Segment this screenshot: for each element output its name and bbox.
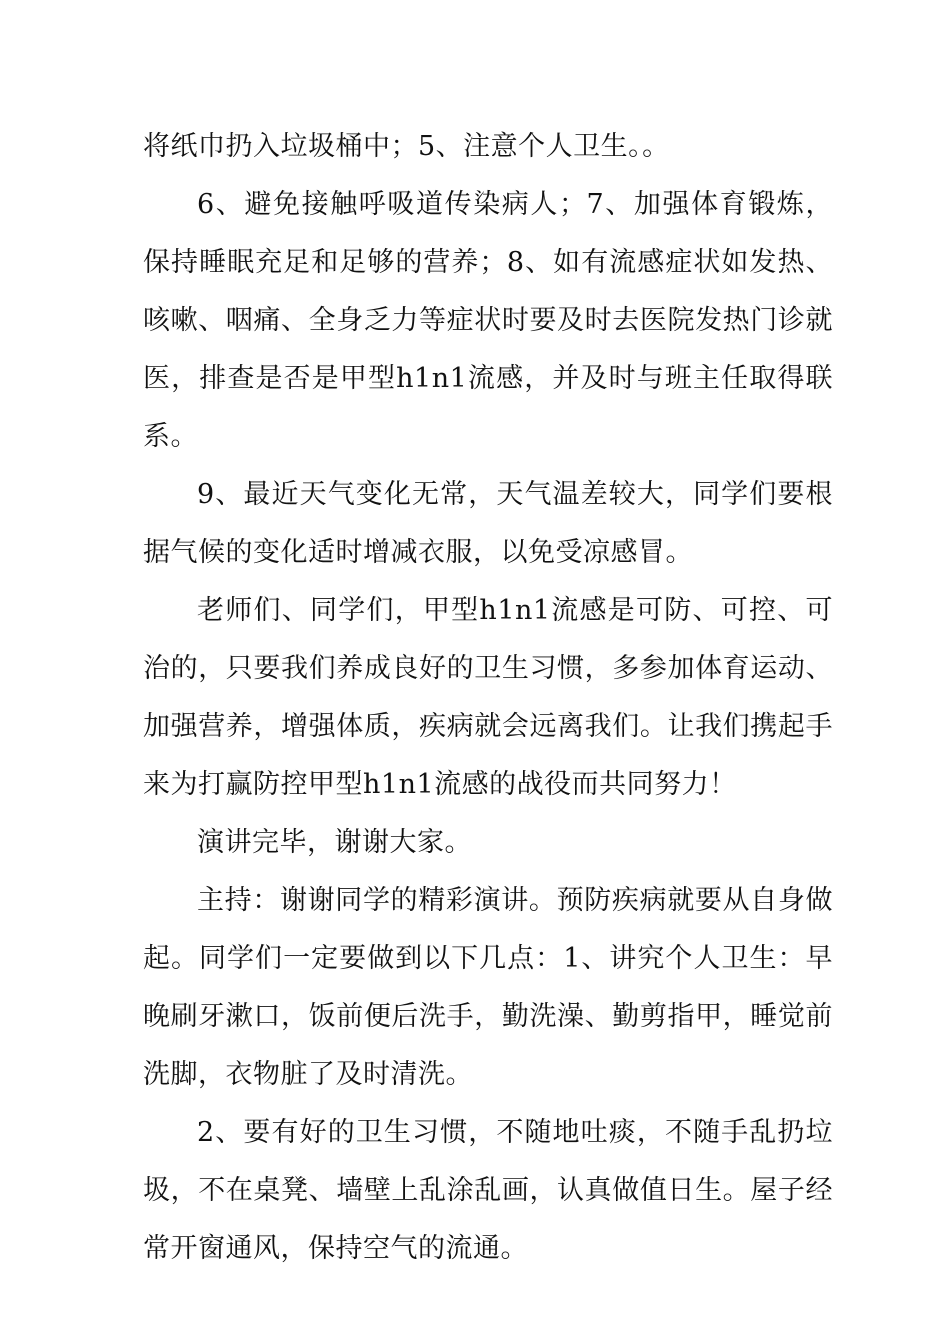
document-body bbox=[143, 118, 833, 1278]
paragraph-closing-appeal: 老师们、同学们，甲型h1n1流感是可防、可控、可治的，只要我们养成良好的卫生习惯，多参加体育运动、加强营养，增强体质，疾病就会远离我们。让我们携起手来为打赢防控甲型h1n1流感的战役而共同努力！ bbox=[143, 595, 833, 800]
paragraph-continuation: 将纸巾扔入垃圾桶中；5、注意个人卫生。。 bbox=[143, 131, 670, 162]
paragraph-item-6-8: 6、避免接触呼吸道传染病人；7、加强体育锻炼，保持睡眠充足和足够的营养；8、如有流感症状如发热、咳嗽、咽痛、全身乏力等症状时要及时去医院发热门诊就医，排查是否是甲型h1n1流感，并及时与班主任取得联系。 bbox=[143, 189, 833, 452]
paragraph-hygiene-habits: 2、要有好的卫生习惯，不随地吐痰，不随手乱扔垃圾，不在桌凳、墙壁上乱涂乱画，认真做值日生。屋子经常开窗通风，保持空气的流通。 bbox=[143, 1117, 833, 1264]
paragraph-host-remarks: 主持：谢谢同学的精彩演讲。预防疾病就要从自身做起。同学们一定要做到以下几点：1、讲究个人卫生：早晚刷牙漱口，饭前便后洗手，勤洗澡、勤剪指甲，睡觉前洗脚，衣物脏了及时清洗。 bbox=[143, 885, 833, 1090]
paragraph-item-9: 9、最近天气变化无常，天气温差较大，同学们要根据气候的变化适时增减衣服，以免受凉感冒。 bbox=[143, 479, 833, 568]
paragraph-speech-end: 演讲完毕，谢谢大家。 bbox=[197, 827, 472, 858]
